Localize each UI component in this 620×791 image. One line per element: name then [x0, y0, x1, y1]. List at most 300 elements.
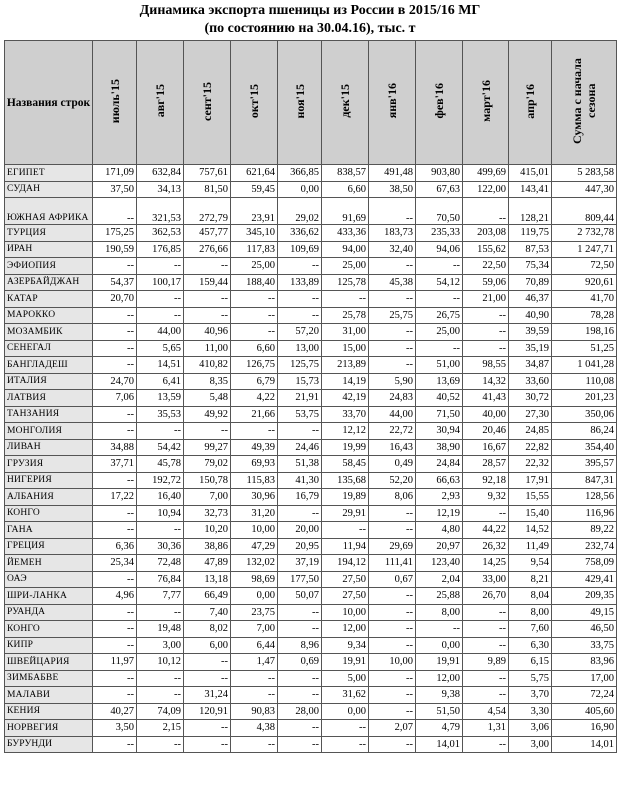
- value-cell: --: [231, 324, 278, 341]
- table-row: [5, 324, 617, 341]
- value-cell: --: [93, 505, 137, 522]
- value-cell: 135,68: [322, 472, 369, 489]
- total-cell: 83,96: [552, 654, 617, 671]
- value-cell: 15,55: [509, 489, 552, 506]
- value-cell: --: [93, 604, 137, 621]
- table-row: [5, 198, 617, 225]
- value-cell: 410,82: [184, 357, 231, 374]
- value-cell: 4,80: [416, 522, 463, 539]
- value-cell: 23,91: [231, 198, 278, 225]
- total-cell: 198,16: [552, 324, 617, 341]
- value-cell: 7,00: [231, 621, 278, 638]
- value-cell: --: [463, 621, 509, 638]
- value-cell: 457,77: [184, 225, 231, 242]
- value-cell: 14,32: [463, 373, 509, 390]
- value-cell: --: [369, 198, 416, 225]
- value-cell: --: [184, 670, 231, 687]
- value-cell: --: [463, 198, 509, 225]
- value-cell: 25,00: [322, 258, 369, 275]
- total-cell: 72,50: [552, 258, 617, 275]
- value-cell: 70,50: [416, 198, 463, 225]
- value-cell: --: [93, 571, 137, 588]
- value-cell: 192,72: [137, 472, 184, 489]
- value-cell: 6,30: [509, 637, 552, 654]
- total-cell: 405,60: [552, 703, 617, 720]
- value-cell: 20,46: [463, 423, 509, 440]
- value-cell: 98,69: [231, 571, 278, 588]
- value-cell: --: [322, 720, 369, 737]
- value-cell: 29,02: [278, 198, 322, 225]
- value-cell: --: [93, 637, 137, 654]
- value-cell: 59,06: [463, 274, 509, 291]
- value-cell: 415,01: [509, 165, 552, 182]
- value-cell: 34,88: [93, 439, 137, 456]
- value-cell: 26,75: [416, 307, 463, 324]
- value-cell: 30,36: [137, 538, 184, 555]
- value-cell: 5,48: [184, 390, 231, 407]
- value-cell: --: [369, 687, 416, 704]
- value-cell: 58,45: [322, 456, 369, 473]
- value-cell: 30,96: [231, 489, 278, 506]
- column-header: март'16: [463, 41, 509, 165]
- value-cell: 0,00: [231, 588, 278, 605]
- value-cell: 177,50: [278, 571, 322, 588]
- table-row: [5, 307, 617, 324]
- value-cell: --: [278, 621, 322, 638]
- value-cell: 125,78: [322, 274, 369, 291]
- value-cell: 21,00: [463, 291, 509, 308]
- value-cell: 32,73: [184, 505, 231, 522]
- value-cell: --: [369, 670, 416, 687]
- value-cell: 7,06: [93, 390, 137, 407]
- table-row: [5, 373, 617, 390]
- total-cell: 429,41: [552, 571, 617, 588]
- value-cell: --: [184, 307, 231, 324]
- value-cell: --: [369, 736, 416, 753]
- value-cell: --: [137, 307, 184, 324]
- value-cell: 94,06: [416, 241, 463, 258]
- value-cell: 40,90: [509, 307, 552, 324]
- value-cell: 49,39: [231, 439, 278, 456]
- report-title: [0, 0, 620, 40]
- table-row: [5, 357, 617, 374]
- table-row: [5, 505, 617, 522]
- value-cell: 321,53: [137, 198, 184, 225]
- value-cell: 117,83: [231, 241, 278, 258]
- value-cell: --: [231, 291, 278, 308]
- title-line-2: (по состоянию на 30.04.16), тыс. т: [204, 21, 416, 36]
- value-cell: 66,49: [184, 588, 231, 605]
- value-cell: 25,00: [231, 258, 278, 275]
- total-cell: 809,44: [552, 198, 617, 225]
- value-cell: 98,55: [463, 357, 509, 374]
- value-cell: 6,44: [231, 637, 278, 654]
- value-cell: --: [369, 324, 416, 341]
- value-cell: 4,54: [463, 703, 509, 720]
- value-cell: 15,00: [322, 340, 369, 357]
- value-cell: --: [93, 307, 137, 324]
- value-cell: 272,79: [184, 198, 231, 225]
- table-row: [5, 390, 617, 407]
- value-cell: 53,75: [278, 406, 322, 423]
- value-cell: 0,00: [416, 637, 463, 654]
- value-cell: 15,73: [278, 373, 322, 390]
- country-cell: ИТАЛИЯ: [5, 373, 93, 390]
- value-cell: --: [463, 307, 509, 324]
- value-cell: 132,02: [231, 555, 278, 572]
- total-cell: 41,70: [552, 291, 617, 308]
- value-cell: 6,36: [93, 538, 137, 555]
- value-cell: --: [184, 654, 231, 671]
- value-cell: 25,00: [416, 324, 463, 341]
- value-cell: --: [137, 522, 184, 539]
- country-cell: КОНГО: [5, 505, 93, 522]
- value-cell: 99,27: [184, 439, 231, 456]
- value-cell: 51,38: [278, 456, 322, 473]
- value-cell: 91,69: [322, 198, 369, 225]
- country-cell: МОЗАМБИК: [5, 324, 93, 341]
- total-cell: 33,75: [552, 637, 617, 654]
- row-labels-header: Названия строк: [5, 41, 93, 165]
- total-cell: 17,00: [552, 670, 617, 687]
- value-cell: 5,90: [369, 373, 416, 390]
- value-cell: 45,38: [369, 274, 416, 291]
- value-cell: 10,94: [137, 505, 184, 522]
- value-cell: 194,12: [322, 555, 369, 572]
- value-cell: --: [278, 720, 322, 737]
- value-cell: 35,19: [509, 340, 552, 357]
- value-cell: 11,97: [93, 654, 137, 671]
- value-cell: 24,84: [416, 456, 463, 473]
- value-cell: 1,47: [231, 654, 278, 671]
- value-cell: 4,96: [93, 588, 137, 605]
- total-cell: 14,01: [552, 736, 617, 753]
- value-cell: --: [93, 621, 137, 638]
- value-cell: --: [416, 258, 463, 275]
- column-header-total: Сумма с начала сезона: [552, 41, 617, 165]
- value-cell: 19,99: [322, 439, 369, 456]
- value-cell: 159,44: [184, 274, 231, 291]
- total-cell: 354,40: [552, 439, 617, 456]
- value-cell: --: [137, 258, 184, 275]
- value-cell: --: [369, 621, 416, 638]
- value-cell: 17,91: [509, 472, 552, 489]
- header-row: [5, 41, 617, 165]
- table-row: [5, 687, 617, 704]
- value-cell: --: [93, 406, 137, 423]
- column-header: авг'15: [137, 41, 184, 165]
- value-cell: 9,89: [463, 654, 509, 671]
- country-cell: АЗЕРБАЙДЖАН: [5, 274, 93, 291]
- value-cell: --: [322, 291, 369, 308]
- value-cell: 21,66: [231, 406, 278, 423]
- total-cell: 16,90: [552, 720, 617, 737]
- table-row: [5, 274, 617, 291]
- value-cell: 0,49: [369, 456, 416, 473]
- table-row: [5, 241, 617, 258]
- table-row: [5, 604, 617, 621]
- value-cell: 4,79: [416, 720, 463, 737]
- country-cell: МАЛАВИ: [5, 687, 93, 704]
- value-cell: 235,33: [416, 225, 463, 242]
- total-cell: 116,96: [552, 505, 617, 522]
- table-row: [5, 406, 617, 423]
- value-cell: --: [93, 324, 137, 341]
- table-row: [5, 522, 617, 539]
- value-cell: 499,69: [463, 165, 509, 182]
- value-cell: 31,62: [322, 687, 369, 704]
- value-cell: 19,91: [322, 654, 369, 671]
- country-cell: ИРАН: [5, 241, 93, 258]
- country-cell: НИГЕРИЯ: [5, 472, 93, 489]
- country-cell: ЕГИПЕТ: [5, 165, 93, 182]
- value-cell: 6,41: [137, 373, 184, 390]
- value-cell: 31,20: [231, 505, 278, 522]
- value-cell: 94,00: [322, 241, 369, 258]
- total-cell: 46,50: [552, 621, 617, 638]
- value-cell: 26,32: [463, 538, 509, 555]
- value-cell: --: [278, 423, 322, 440]
- country-cell: ЛИВАН: [5, 439, 93, 456]
- value-cell: --: [231, 687, 278, 704]
- total-cell: 2 732,78: [552, 225, 617, 242]
- column-header: дек'15: [322, 41, 369, 165]
- value-cell: 5,65: [137, 340, 184, 357]
- value-cell: 3,00: [509, 736, 552, 753]
- value-cell: 123,40: [416, 555, 463, 572]
- value-cell: 40,27: [93, 703, 137, 720]
- value-cell: 54,37: [93, 274, 137, 291]
- value-cell: 50,07: [278, 588, 322, 605]
- value-cell: --: [278, 307, 322, 324]
- value-cell: 3,06: [509, 720, 552, 737]
- value-cell: 54,12: [416, 274, 463, 291]
- country-cell: СУДАН: [5, 181, 93, 198]
- value-cell: --: [369, 522, 416, 539]
- value-cell: 10,00: [231, 522, 278, 539]
- country-cell: ТАНЗАНИЯ: [5, 406, 93, 423]
- value-cell: --: [93, 357, 137, 374]
- value-cell: 20,95: [278, 538, 322, 555]
- table-row: [5, 258, 617, 275]
- value-cell: 24,46: [278, 439, 322, 456]
- value-cell: 1,31: [463, 720, 509, 737]
- value-cell: 7,00: [184, 489, 231, 506]
- total-cell: 395,57: [552, 456, 617, 473]
- value-cell: 19,91: [416, 654, 463, 671]
- value-cell: 92,18: [463, 472, 509, 489]
- value-cell: --: [93, 736, 137, 753]
- value-cell: --: [231, 423, 278, 440]
- column-header: окт'15: [231, 41, 278, 165]
- total-cell: 72,24: [552, 687, 617, 704]
- table-row: [5, 225, 617, 242]
- value-cell: 11,00: [184, 340, 231, 357]
- value-cell: --: [416, 340, 463, 357]
- value-cell: 42,19: [322, 390, 369, 407]
- value-cell: 6,60: [322, 181, 369, 198]
- value-cell: 621,64: [231, 165, 278, 182]
- value-cell: 9,54: [509, 555, 552, 572]
- value-cell: 27,30: [509, 406, 552, 423]
- value-cell: 26,70: [463, 588, 509, 605]
- value-cell: 3,30: [509, 703, 552, 720]
- value-cell: 25,34: [93, 555, 137, 572]
- value-cell: 40,52: [416, 390, 463, 407]
- total-cell: 110,08: [552, 373, 617, 390]
- value-cell: 2,93: [416, 489, 463, 506]
- value-cell: 37,50: [93, 181, 137, 198]
- value-cell: 37,19: [278, 555, 322, 572]
- country-cell: ОАЭ: [5, 571, 93, 588]
- value-cell: 15,40: [509, 505, 552, 522]
- column-header: янв'16: [369, 41, 416, 165]
- value-cell: 183,73: [369, 225, 416, 242]
- value-cell: 100,17: [137, 274, 184, 291]
- value-cell: 12,12: [322, 423, 369, 440]
- title-line-1: Динамика экспорта пшеницы из России в 2015/16 МГ: [139, 3, 481, 18]
- value-cell: 25,78: [322, 307, 369, 324]
- value-cell: 29,69: [369, 538, 416, 555]
- value-cell: 28,57: [463, 456, 509, 473]
- value-cell: 33,00: [463, 571, 509, 588]
- value-cell: 12,00: [322, 621, 369, 638]
- value-cell: --: [93, 472, 137, 489]
- value-cell: 38,86: [184, 538, 231, 555]
- value-cell: 59,45: [231, 181, 278, 198]
- value-cell: 8,21: [509, 571, 552, 588]
- country-cell: ГРЕЦИЯ: [5, 538, 93, 555]
- value-cell: 838,57: [322, 165, 369, 182]
- value-cell: 40,96: [184, 324, 231, 341]
- column-header: ноя'15: [278, 41, 322, 165]
- value-cell: 22,50: [463, 258, 509, 275]
- value-cell: 3,70: [509, 687, 552, 704]
- value-cell: 8,04: [509, 588, 552, 605]
- total-cell: 201,23: [552, 390, 617, 407]
- value-cell: --: [137, 423, 184, 440]
- value-cell: --: [184, 720, 231, 737]
- value-cell: 362,53: [137, 225, 184, 242]
- country-cell: ЛАТВИЯ: [5, 390, 93, 407]
- table-row: [5, 489, 617, 506]
- table-row: [5, 456, 617, 473]
- value-cell: 4,38: [231, 720, 278, 737]
- value-cell: 21,91: [278, 390, 322, 407]
- value-cell: --: [137, 604, 184, 621]
- value-cell: 35,53: [137, 406, 184, 423]
- value-cell: 122,00: [463, 181, 509, 198]
- value-cell: 6,00: [184, 637, 231, 654]
- value-cell: 171,09: [93, 165, 137, 182]
- value-cell: 33,60: [509, 373, 552, 390]
- value-cell: --: [369, 258, 416, 275]
- value-cell: --: [231, 736, 278, 753]
- value-cell: 34,87: [509, 357, 552, 374]
- value-cell: 10,20: [184, 522, 231, 539]
- table-row: [5, 670, 617, 687]
- value-cell: 75,34: [509, 258, 552, 275]
- value-cell: --: [369, 357, 416, 374]
- value-cell: 7,40: [184, 604, 231, 621]
- value-cell: 38,90: [416, 439, 463, 456]
- value-cell: 67,63: [416, 181, 463, 198]
- value-cell: --: [369, 637, 416, 654]
- value-cell: 12,19: [416, 505, 463, 522]
- value-cell: --: [184, 258, 231, 275]
- total-cell: 447,30: [552, 181, 617, 198]
- country-cell: КАТАР: [5, 291, 93, 308]
- value-cell: 903,80: [416, 165, 463, 182]
- value-cell: --: [93, 340, 137, 357]
- value-cell: 29,91: [322, 505, 369, 522]
- table-row: [5, 165, 617, 182]
- value-cell: 41,43: [463, 390, 509, 407]
- value-cell: --: [184, 291, 231, 308]
- value-cell: 8,00: [509, 604, 552, 621]
- country-cell: КИПР: [5, 637, 93, 654]
- country-cell: ШРИ-ЛАНКА: [5, 588, 93, 605]
- value-cell: 111,41: [369, 555, 416, 572]
- value-cell: 57,20: [278, 324, 322, 341]
- value-cell: 19,48: [137, 621, 184, 638]
- value-cell: --: [278, 291, 322, 308]
- value-cell: 51,50: [416, 703, 463, 720]
- value-cell: 81,50: [184, 181, 231, 198]
- value-cell: 30,72: [509, 390, 552, 407]
- value-cell: 0,00: [278, 181, 322, 198]
- country-cell: АЛБАНИЯ: [5, 489, 93, 506]
- value-cell: 32,40: [369, 241, 416, 258]
- value-cell: 22,32: [509, 456, 552, 473]
- column-header: апр'16: [509, 41, 552, 165]
- value-cell: 119,75: [509, 225, 552, 242]
- value-cell: 87,53: [509, 241, 552, 258]
- table-row: [5, 637, 617, 654]
- country-cell: ТУРЦИЯ: [5, 225, 93, 242]
- table-row: [5, 654, 617, 671]
- value-cell: --: [463, 687, 509, 704]
- value-cell: --: [463, 604, 509, 621]
- value-cell: 190,59: [93, 241, 137, 258]
- value-cell: 276,66: [184, 241, 231, 258]
- value-cell: 27,50: [322, 571, 369, 588]
- value-cell: 0,67: [369, 571, 416, 588]
- value-cell: 8,96: [278, 637, 322, 654]
- value-cell: 30,94: [416, 423, 463, 440]
- total-cell: 78,28: [552, 307, 617, 324]
- value-cell: 115,83: [231, 472, 278, 489]
- value-cell: --: [93, 258, 137, 275]
- value-cell: 632,84: [137, 165, 184, 182]
- total-cell: 89,22: [552, 522, 617, 539]
- table-row: [5, 538, 617, 555]
- value-cell: 2,04: [416, 571, 463, 588]
- value-cell: 150,78: [184, 472, 231, 489]
- value-cell: 44,00: [369, 406, 416, 423]
- country-cell: ЭФИОПИЯ: [5, 258, 93, 275]
- column-header: фев'16: [416, 41, 463, 165]
- value-cell: --: [463, 505, 509, 522]
- value-cell: 38,50: [369, 181, 416, 198]
- value-cell: 6,15: [509, 654, 552, 671]
- value-cell: 2,07: [369, 720, 416, 737]
- value-cell: 24,85: [509, 423, 552, 440]
- country-cell: КОНГО: [5, 621, 93, 638]
- country-cell: ГРУЗИЯ: [5, 456, 93, 473]
- value-cell: 125,75: [278, 357, 322, 374]
- value-cell: 71,50: [416, 406, 463, 423]
